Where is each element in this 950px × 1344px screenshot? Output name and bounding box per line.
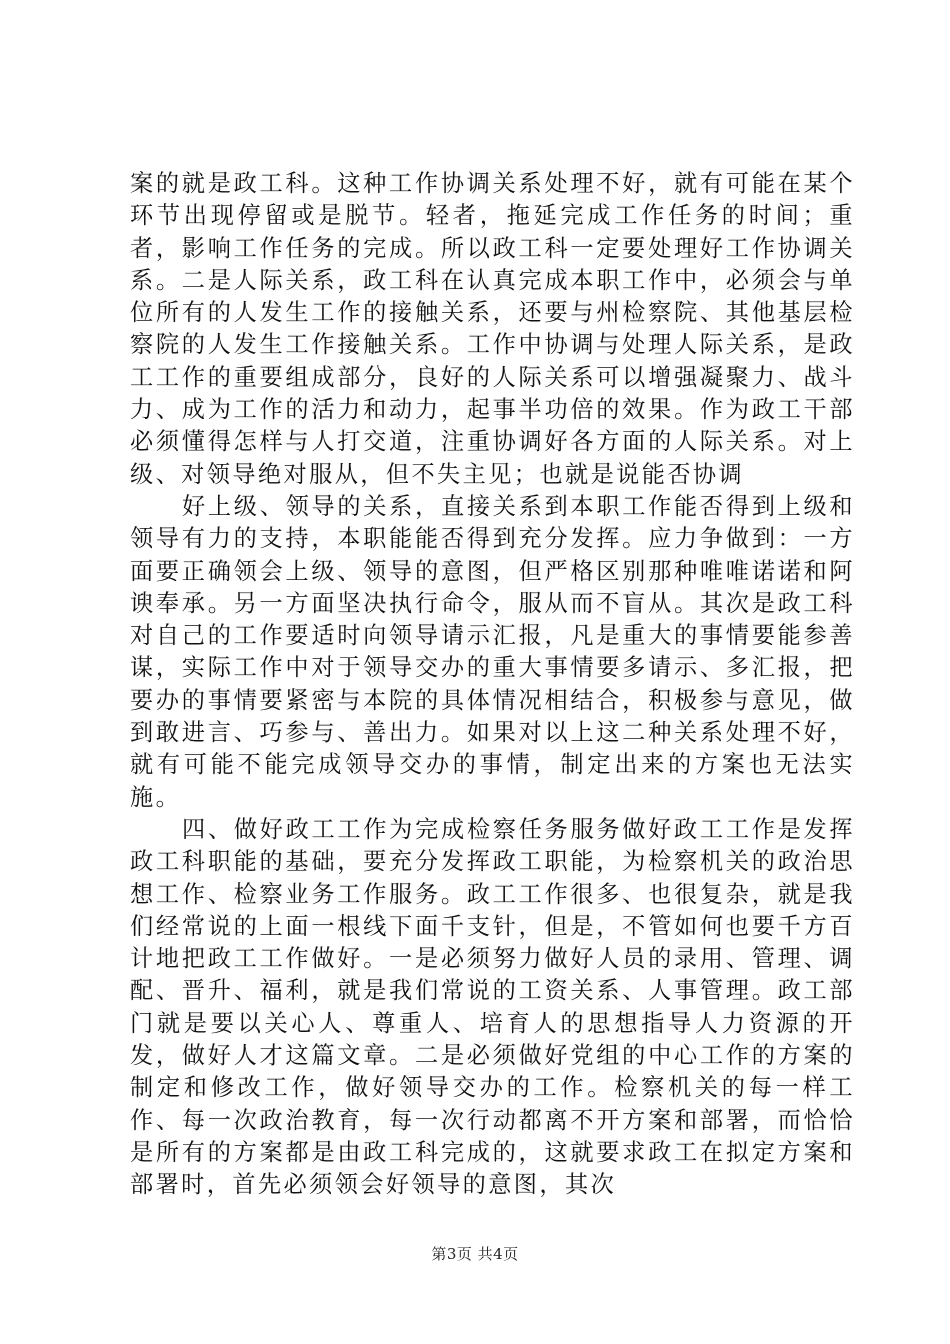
document-body <box>130 168 855 1202</box>
paragraph-3: 四、做好政工工作为完成检察任务服务做好政工工作是发挥政工科职能的基础，要充分发挥政工职能，为检察机关的政治思想工作、检察业务工作服务。政工工作很多、也很复杂，就是我们经常说的上面一根线下面千支针，但是，不管如何也要千方百计地把政工工作做好。一是必须努力做好人员的录用、管理、调配、晋升、福利，就是我们常说的工资关系、人事管理。政工部门就是要以关心人、尊重人、培育人的思想指导人力资源的开发，做好人才这篇文章。二是必须做好党组的中心工作的方案的制定和修改工作，做好领导交办的工作。检察机关的每一样工作、每一次政治教育，每一次行动都离不开方案和部署，而恰恰是所有的方案都是由政工科完成的，这就要求政工在拟定方案和部署时，首先必须领会好领导的意图，其次 <box>130 815 855 1199</box>
page-number-footer: 第3页 共4页 <box>431 1245 519 1263</box>
paragraph-2: 好上级、领导的关系，直接关系到本职工作能否得到上级和领导有力的支持，本职能能否得到充分发挥。应力争做到：一方面要正确领会上级、领导的意图，但严格区别那种唯唯诺诺和阿谀奉承。另一方面坚决执行命令，服从而不盲从。其次是政工科对自己的工作要适时向领导请示汇报，凡是重大的事情要能参善谋，实际工作中对于领导交办的重大事情要多请示、多汇报，把要办的事情要紧密与本院的具体情况相结合，积极参与意见，做到敢进言、巧参与、善出力。如果对以上这二种关系处理不好，就有可能不能完成领导交办的事情，制定出来的方案也无法实施。 <box>130 492 855 811</box>
paragraph-1: 案的就是政工科。这种工作协调关系处理不好，就有可能在某个环节出现停留或是脱节。轻者，拖延完成工作任务的时间；重者，影响工作任务的完成。所以政工科一定要处理好工作协调关系。二是人际关系，政工科在认真完成本职工作中，必须会与单位所有的人发生工作的接触关系，还要与州检察院、其他基层检察院的人发生工作接触关系。工作中协调与处理人际关系，是政工工作的重要组成部分，良好的人际关系可以增强凝聚力、战斗力、成为工作的活力和动力，起事半功倍的效果。作为政工干部必须懂得怎样与人打交道，注重协调好各方面的人际关系。对上级、对领导绝对服从，但不失主见；也就是说能否协调 <box>130 170 855 488</box>
